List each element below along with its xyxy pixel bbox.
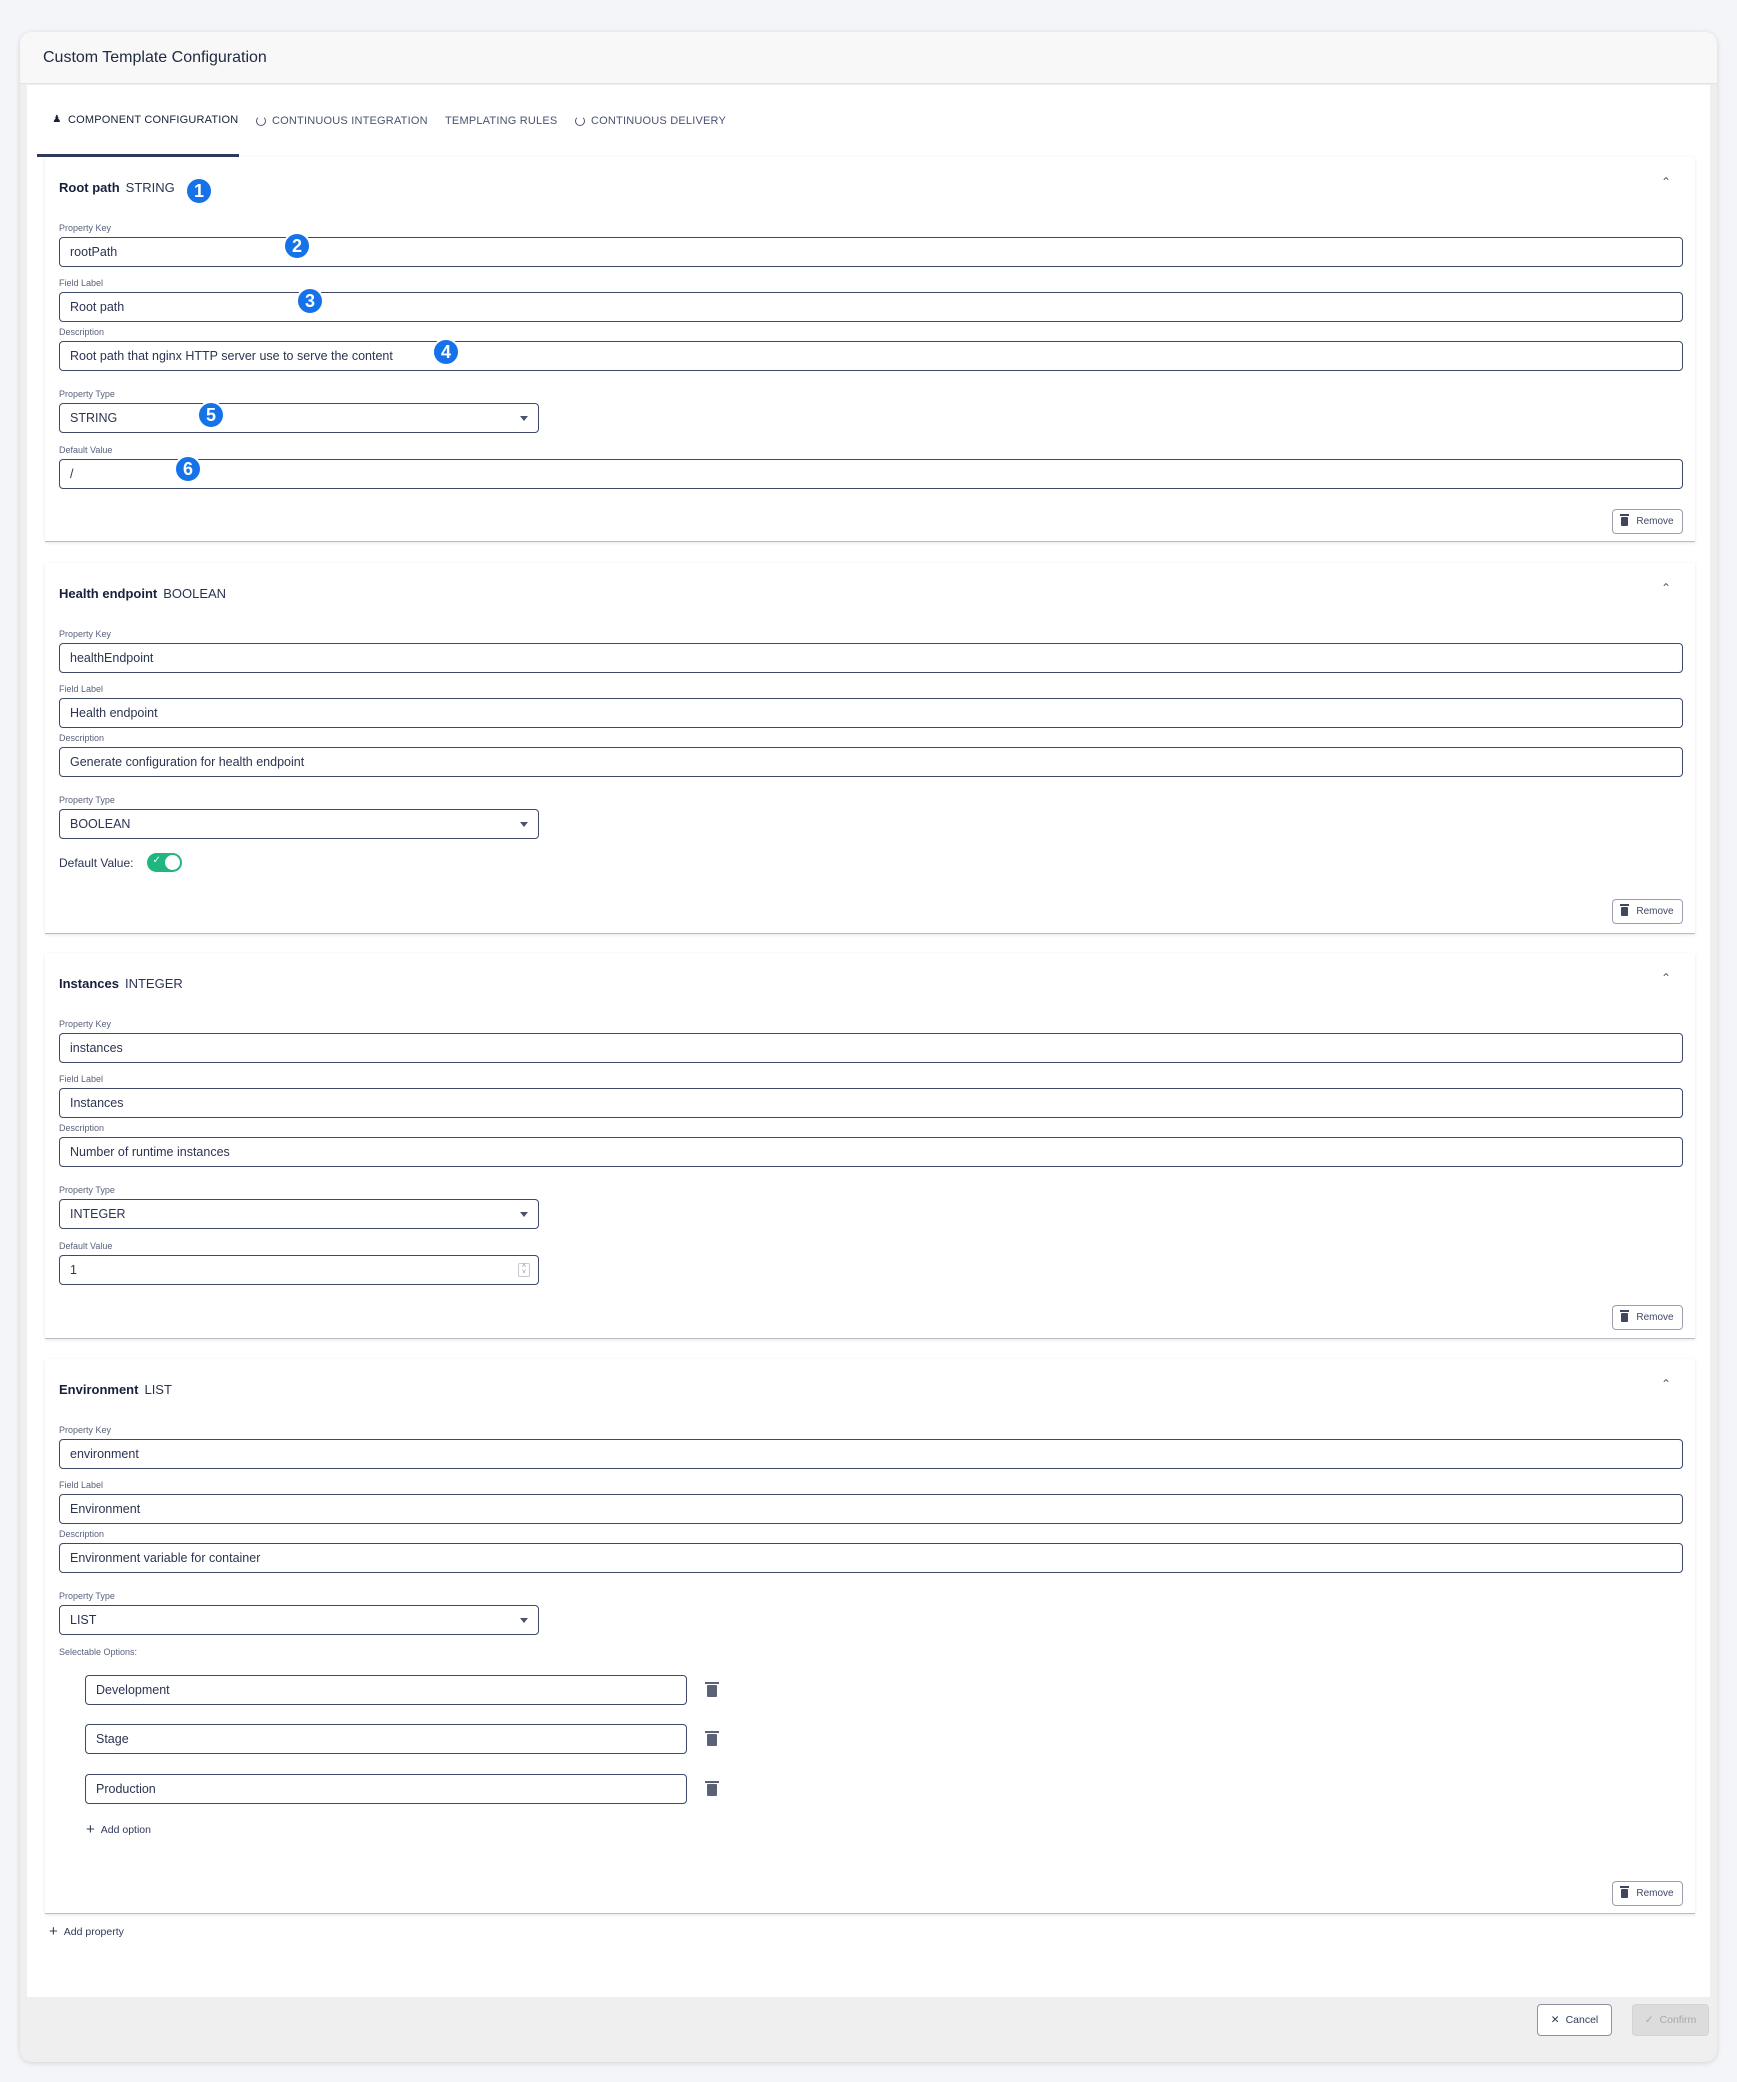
cancel-label: Cancel xyxy=(1565,2014,1599,2026)
stepper-icon[interactable]: ˄ ˅ xyxy=(518,1263,530,1277)
property-key-input[interactable]: instances xyxy=(59,1033,1683,1063)
section-header xyxy=(59,1382,172,1397)
modal-body xyxy=(27,85,1710,1997)
default-value-label: Default Value xyxy=(59,1241,113,1251)
tab-continuous-integration[interactable] xyxy=(255,85,428,157)
property-key-input[interactable]: rootPath xyxy=(59,237,1683,267)
description-input[interactable]: Root path that nginx HTTP server use to serve the content xyxy=(59,341,1683,371)
property-section-root-path xyxy=(45,157,1695,542)
trash-icon xyxy=(1621,907,1628,916)
remove-label: Remove xyxy=(1636,1888,1674,1899)
property-name: Root path xyxy=(59,180,120,195)
property-type-tag: LIST xyxy=(144,1382,172,1397)
caret-down-icon xyxy=(520,822,528,827)
modal-title: Custom Template Configuration xyxy=(43,49,267,66)
caret-down-icon xyxy=(520,1212,528,1217)
add-option-label: Add option xyxy=(100,1823,151,1836)
option-input[interactable]: Production xyxy=(85,1774,687,1804)
field-label-label: Field Label xyxy=(59,684,104,694)
check-icon: ✓ xyxy=(152,855,161,866)
property-type-tag: INTEGER xyxy=(124,976,183,991)
users-icon: ♟ xyxy=(52,114,62,125)
remove-label: Remove xyxy=(1636,1312,1674,1323)
select-value: STRING xyxy=(70,411,118,425)
check-icon: ✓ xyxy=(1644,2014,1654,2026)
property-name: Health endpoint xyxy=(59,586,158,601)
tab-bar xyxy=(27,85,1710,157)
number-value: 1 xyxy=(70,1263,77,1277)
description-label: Description xyxy=(59,733,105,743)
modal-header xyxy=(20,32,1717,84)
tab-templating-rules[interactable] xyxy=(445,85,557,157)
property-type-tag: STRING xyxy=(125,180,175,195)
property-key-label: Property Key xyxy=(59,1019,112,1029)
section-header xyxy=(59,976,183,991)
tab-label: CONTINUOUS INTEGRATION xyxy=(272,115,428,127)
tab-label: COMPONENT CONFIGURATION xyxy=(68,113,239,126)
field-label-label: Field Label xyxy=(59,278,104,288)
property-section-environment xyxy=(45,1359,1695,1914)
add-property-label: Add property xyxy=(63,1925,124,1938)
description-label: Description xyxy=(59,1529,105,1539)
field-label-input[interactable]: Instances xyxy=(59,1088,1683,1118)
remove-button[interactable] xyxy=(1612,509,1683,534)
trash-icon[interactable] xyxy=(707,1685,717,1697)
config-modal xyxy=(20,32,1717,2062)
annotation-badge: 2 xyxy=(283,232,311,260)
property-key-input[interactable]: healthEndpoint xyxy=(59,643,1683,673)
chevron-up-icon[interactable]: ⌃ xyxy=(1660,971,1672,985)
description-input[interactable]: Generate configuration for health endpoint xyxy=(59,747,1683,777)
property-type-label: Property Type xyxy=(59,389,115,399)
close-icon: ✕ xyxy=(1550,2014,1560,2026)
cancel-button[interactable] xyxy=(1537,2004,1612,2036)
property-name: Environment xyxy=(59,1382,139,1397)
remove-button[interactable] xyxy=(1612,899,1683,924)
select-value: INTEGER xyxy=(70,1207,126,1221)
default-value-row xyxy=(59,853,182,872)
tab-continuous-delivery[interactable] xyxy=(574,85,726,157)
field-label-input[interactable]: Health endpoint xyxy=(59,698,1683,728)
trash-icon xyxy=(1621,1889,1628,1898)
annotation-badge: 6 xyxy=(174,455,202,483)
property-name: Instances xyxy=(59,976,119,991)
trash-icon xyxy=(1621,1313,1628,1322)
caret-down-icon xyxy=(520,416,528,421)
section-header xyxy=(59,180,175,195)
annotation-badge: 4 xyxy=(432,338,460,366)
property-type-select[interactable] xyxy=(59,809,539,839)
default-value-toggle[interactable] xyxy=(147,853,182,872)
chevron-up-icon[interactable]: ⌃ xyxy=(1660,175,1672,189)
description-input[interactable]: Environment variable for container xyxy=(59,1543,1683,1573)
remove-button[interactable] xyxy=(1612,1305,1683,1330)
section-header xyxy=(59,586,226,601)
trash-icon[interactable] xyxy=(707,1784,717,1796)
add-property-button[interactable] xyxy=(49,1923,124,1940)
field-label-input[interactable]: Environment xyxy=(59,1494,1683,1524)
description-label: Description xyxy=(59,1123,105,1133)
property-key-label: Property Key xyxy=(59,629,112,639)
select-value: LIST xyxy=(70,1613,97,1627)
confirm-label: Confirm xyxy=(1659,2014,1697,2026)
property-key-label: Property Key xyxy=(59,1425,112,1435)
trash-icon xyxy=(1621,517,1628,526)
description-input[interactable]: Number of runtime instances xyxy=(59,1137,1683,1167)
tab-label: CONTINUOUS DELIVERY xyxy=(591,115,727,127)
field-label-input[interactable]: Root path xyxy=(59,292,1683,322)
selectable-options-label: Selectable Options: xyxy=(59,1647,138,1657)
default-value-label: Default Value xyxy=(59,445,113,455)
field-label-label: Field Label xyxy=(59,1074,104,1084)
tab-component-configuration[interactable] xyxy=(37,85,239,157)
description-label: Description xyxy=(59,327,105,337)
plus-icon: + xyxy=(49,1923,58,1940)
default-value-label: Default Value: xyxy=(59,855,134,870)
property-section-health-endpoint xyxy=(45,563,1695,934)
option-input[interactable]: Development xyxy=(85,1675,687,1705)
remove-label: Remove xyxy=(1636,516,1674,527)
property-type-label: Property Type xyxy=(59,1591,115,1601)
remove-button[interactable] xyxy=(1612,1881,1683,1906)
remove-label: Remove xyxy=(1636,906,1674,917)
property-type-select[interactable] xyxy=(59,1605,539,1635)
property-type-label: Property Type xyxy=(59,1185,115,1195)
plus-icon: + xyxy=(86,1821,95,1838)
toggle-knob xyxy=(165,855,180,870)
spinner-icon xyxy=(255,116,267,126)
property-type-tag: BOOLEAN xyxy=(163,586,227,601)
add-option-button[interactable] xyxy=(86,1821,151,1838)
select-value: BOOLEAN xyxy=(70,817,131,831)
tab-label: TEMPLATING RULES xyxy=(445,115,558,127)
confirm-button[interactable] xyxy=(1632,2004,1709,2036)
spinner-icon xyxy=(574,116,586,126)
chevron-up-icon[interactable]: ⌃ xyxy=(1660,1377,1672,1391)
annotation-badge: 5 xyxy=(197,401,225,429)
trash-icon[interactable] xyxy=(707,1734,717,1746)
option-input[interactable]: Stage xyxy=(85,1724,687,1754)
annotation-badge: 1 xyxy=(185,177,213,205)
property-section-instances xyxy=(45,953,1695,1339)
field-label-label: Field Label xyxy=(59,1480,104,1490)
property-type-label: Property Type xyxy=(59,795,115,805)
property-type-select[interactable] xyxy=(59,403,539,433)
property-key-input[interactable]: environment xyxy=(59,1439,1683,1469)
chevron-up-icon[interactable]: ⌃ xyxy=(1660,581,1672,595)
default-value-input[interactable]: / xyxy=(59,459,1683,489)
caret-down-icon xyxy=(520,1618,528,1623)
default-value-number-input[interactable] xyxy=(59,1255,539,1285)
property-type-select[interactable] xyxy=(59,1199,539,1229)
property-key-label: Property Key xyxy=(59,223,112,233)
annotation-badge: 3 xyxy=(296,287,324,315)
